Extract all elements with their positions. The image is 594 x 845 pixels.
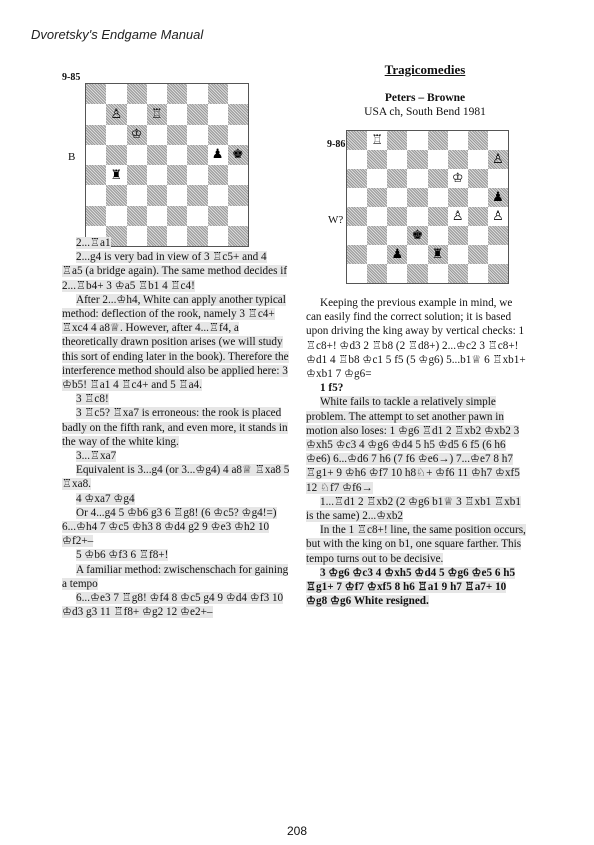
paragraph <box>62 463 290 491</box>
square-c6 <box>387 169 407 188</box>
square-e2 <box>428 245 448 264</box>
square-a7 <box>86 104 106 124</box>
paragraph <box>62 250 290 293</box>
square-f3 <box>187 185 207 205</box>
paragraph <box>62 591 290 619</box>
square-f5 <box>448 188 468 207</box>
square-c3 <box>387 226 407 245</box>
square-g6 <box>468 169 488 188</box>
paragraph-text: 1 f5? <box>320 382 344 395</box>
square-b5 <box>367 188 387 207</box>
square-c5 <box>127 145 147 165</box>
square-h8 <box>488 131 508 150</box>
square-a2 <box>86 206 106 226</box>
square-g1 <box>468 264 488 283</box>
chess-piece-h7: ♙ <box>492 152 504 167</box>
paragraph <box>306 381 528 395</box>
square-f8 <box>448 131 468 150</box>
game-players: Peters – Browne <box>384 92 466 104</box>
square-h5 <box>228 145 248 165</box>
paragraph-text: After 2...♔h4, White can apply another typical method: deflection of the rook, namely 3 ♖c4+ ♖xc4 4 a8♕. However, after 4...♖f4, a theoretically drawn position arises (we will study this sort of ending later in the book). Therefore the interference method should also be applied here: 3 ♔b5! ♖a1 4 ♖c4+ and 5 ♖a4. <box>62 293 289 392</box>
right-text-column <box>306 296 528 608</box>
square-a7 <box>347 150 367 169</box>
square-e8 <box>428 131 448 150</box>
square-h3 <box>228 185 248 205</box>
square-a1 <box>347 264 367 283</box>
square-c1 <box>387 264 407 283</box>
square-c7 <box>127 104 147 124</box>
square-c4 <box>127 165 147 185</box>
square-b7 <box>367 150 387 169</box>
square-b4 <box>106 165 126 185</box>
square-c8 <box>387 131 407 150</box>
square-f2 <box>448 245 468 264</box>
square-e6 <box>167 125 187 145</box>
square-a5 <box>86 145 106 165</box>
square-e6 <box>428 169 448 188</box>
square-f6 <box>187 125 207 145</box>
diagram1-side-to-move: B <box>68 151 76 163</box>
square-h6 <box>488 169 508 188</box>
square-a6 <box>347 169 367 188</box>
square-c6 <box>127 125 147 145</box>
square-f4 <box>448 207 468 226</box>
square-e4 <box>167 165 187 185</box>
square-a5 <box>347 188 367 207</box>
square-e5 <box>167 145 187 165</box>
square-d7 <box>407 150 427 169</box>
square-h2 <box>488 245 508 264</box>
square-f3 <box>448 226 468 245</box>
chess-piece-d7: ♖ <box>151 106 163 122</box>
paragraph <box>62 406 290 449</box>
paragraph <box>62 548 290 562</box>
running-header: Dvoretsky's Endgame Manual <box>31 27 204 42</box>
paragraph-text: 3 ♖c5? ♖xa7 is erroneous: the rook is placed badly on the fifth rank, and even more, it stands in the way of the white king. <box>62 407 288 448</box>
paragraph <box>62 449 290 463</box>
square-g8 <box>208 84 228 104</box>
square-b8 <box>367 131 387 150</box>
square-c5 <box>387 188 407 207</box>
square-h5 <box>488 188 508 207</box>
square-h1 <box>488 264 508 283</box>
square-d8 <box>147 84 167 104</box>
paragraph-text: A familiar method: zwischenschach for gaining a tempo <box>62 563 289 590</box>
square-f7 <box>187 104 207 124</box>
chess-piece-f4: ♙ <box>451 209 464 224</box>
square-h4 <box>488 207 508 226</box>
diagram2-label: 9-86 <box>327 139 346 150</box>
paragraph-text: 2...♖a1 <box>76 237 111 249</box>
paragraph-text: 3 ♖c8! <box>76 393 109 406</box>
square-d3 <box>407 226 427 245</box>
square-b1 <box>367 264 387 283</box>
square-e7 <box>167 104 187 124</box>
paragraph-text: 2...g4 is very bad in view of 3 ♖c5+ and 4 ♖a5 (a bridge again). The same method decides if 2...♖b4+ 3 ♔a5 ♖b1 4 ♖c4! <box>62 251 288 292</box>
square-f1 <box>448 264 468 283</box>
square-e7 <box>428 150 448 169</box>
square-e1 <box>428 264 448 283</box>
diagram1-label: 9-85 <box>62 72 81 83</box>
chess-piece-h5: ♚ <box>232 147 244 163</box>
square-g6 <box>208 125 228 145</box>
square-g4 <box>208 165 228 185</box>
paragraph <box>62 506 290 549</box>
paragraph <box>62 492 290 506</box>
square-h2 <box>228 206 248 226</box>
square-h6 <box>228 125 248 145</box>
chess-piece-c2: ♟ <box>391 247 404 262</box>
page-number: 208 <box>286 824 308 838</box>
square-b6 <box>106 125 126 145</box>
square-g8 <box>468 131 488 150</box>
paragraph-text: 6...♔e3 7 ♖g8! ♔f4 8 ♔c5 g4 9 ♔d4 ♔f3 10 ♔d3 g3 11 ♖f8+ ♔g2 12 ♔e2+– <box>62 592 284 619</box>
paragraph <box>306 395 528 494</box>
paragraph <box>62 236 290 250</box>
square-b8 <box>106 84 126 104</box>
paragraph <box>62 392 290 406</box>
square-c4 <box>387 207 407 226</box>
square-a3 <box>347 226 367 245</box>
square-d3 <box>147 185 167 205</box>
chess-piece-b7: ♙ <box>110 106 123 122</box>
square-d2 <box>407 245 427 264</box>
chess-piece-d3: ♚ <box>411 228 424 243</box>
paragraph-text: Equivalent is 3...g4 (or 3...♔g4) 4 a8♕ ♖xa8 5 ♖xa8. <box>62 464 290 491</box>
paragraph-text: 1...♖d1 2 ♖xb2 (2 ♔g6 b1♕ 3 ♖xb1 ♖xb1 is the same) 2...♔xb2 <box>306 495 521 523</box>
paragraph <box>62 293 290 392</box>
square-g4 <box>468 207 488 226</box>
chess-piece-h5: ♟ <box>492 190 504 205</box>
paragraph <box>306 523 528 566</box>
square-b2 <box>106 206 126 226</box>
chess-piece-b4: ♜ <box>110 167 123 183</box>
square-a2 <box>347 245 367 264</box>
paragraph-text: Or 4...g4 5 ♔b6 g3 6 ♖g8! (6 ♔c5? ♔g4!=) 6...♔h4 7 ♔c5 ♔h3 8 ♔d4 g2 9 ♔e3 ♔h2 10 ♔f2+– <box>62 506 277 548</box>
section-title: Tragicomedies <box>384 62 466 77</box>
square-a3 <box>86 185 106 205</box>
square-e2 <box>167 206 187 226</box>
square-g3 <box>208 185 228 205</box>
square-d4 <box>407 207 427 226</box>
paragraph-text: White fails to tackle a relatively simple problem. The attempt to set another pawn in motion also loses: 1 ♔g6 ♖d1 2 ♖xb2 ♔xb2 3 ♔xh5 ♔c3 4 ♔g6 ♔d4 5 h5 ♔d5 6 f5 (6 h6 ♔e6) 6...♔d6 7 h6 (7 f6 ♔e6→) 7...♔e7 8 h7 ♖g1+ 9 ♔h6 ♔f7 10 h8♘+ ♔f6 11 ♔h7 ♔xf5 12 ♘f7 ♔f6→ <box>306 396 520 494</box>
square-f2 <box>187 206 207 226</box>
square-h3 <box>488 226 508 245</box>
paragraph-text: In the 1 ♖c8+! line, the same position occurs, but with the king on b1, one square farther. This tempo turns out to be decisive. <box>306 524 526 565</box>
square-d2 <box>147 206 167 226</box>
square-c3 <box>127 185 147 205</box>
paragraph-text: Keeping the previous example in mind, we can easily find the correct solution; it is based upon driving the king away by vertical checks: 1 ♖c8+! ♔d3 2 ♖b8 (2 ♖d8+) 2...♔c2 3 ♖c8+! ♔d1 4 ♖b8 ♔c1 5 f5 (5 ♔g6) 5...b1♕ 6 ♖xb1+ ♔xb1 7 ♔g6= <box>306 297 526 381</box>
square-a8 <box>347 131 367 150</box>
chess-piece-e2: ♜ <box>431 247 444 262</box>
square-b2 <box>367 245 387 264</box>
left-text-column <box>62 236 290 619</box>
chess-piece-g5: ♟ <box>211 147 224 163</box>
paragraph-text: 4 ♔xa7 ♔g4 <box>76 492 135 505</box>
diagram2-side-to-move: W? <box>328 214 344 226</box>
square-g5 <box>468 188 488 207</box>
chess-board-9-85 <box>85 83 249 247</box>
paragraph-text: 5 ♔b6 ♔f3 6 ♖f8+! <box>76 549 169 562</box>
chess-piece-f6: ♔ <box>451 171 464 186</box>
square-f6 <box>448 169 468 188</box>
square-a4 <box>86 165 106 185</box>
chess-piece-c6: ♔ <box>130 127 143 143</box>
square-f4 <box>187 165 207 185</box>
square-b4 <box>367 207 387 226</box>
square-h7 <box>488 150 508 169</box>
square-g7 <box>468 150 488 169</box>
square-e3 <box>167 185 187 205</box>
square-f7 <box>448 150 468 169</box>
square-c2 <box>127 206 147 226</box>
chess-piece-b8: ♖ <box>371 133 384 148</box>
square-d5 <box>147 145 167 165</box>
paragraph-text: 3 ♔g6 ♔c3 4 ♔xh5 ♔d4 5 ♔g6 ♔e5 6 h5 ♖g1+ 7 ♔f7 ♔xf5 8 h6 ♖a1 9 h7 ♖a7+ 10 ♔g8 ♔g6 White resigned. <box>306 566 516 608</box>
paragraph-text: 3...♖xa7 <box>76 450 117 463</box>
square-g3 <box>468 226 488 245</box>
square-d8 <box>407 131 427 150</box>
square-d6 <box>147 125 167 145</box>
paragraph <box>306 495 528 523</box>
square-a8 <box>86 84 106 104</box>
square-c2 <box>387 245 407 264</box>
square-d4 <box>147 165 167 185</box>
square-a6 <box>86 125 106 145</box>
paragraph <box>62 563 290 591</box>
game-event: USA ch, South Bend 1981 <box>364 106 486 118</box>
square-b3 <box>367 226 387 245</box>
square-e3 <box>428 226 448 245</box>
paragraph <box>306 566 528 609</box>
square-b7 <box>106 104 126 124</box>
chess-piece-h4: ♙ <box>492 209 504 224</box>
paragraph <box>306 296 528 381</box>
square-b3 <box>106 185 126 205</box>
square-h4 <box>228 165 248 185</box>
square-c8 <box>127 84 147 104</box>
square-h8 <box>228 84 248 104</box>
square-f8 <box>187 84 207 104</box>
square-e4 <box>428 207 448 226</box>
square-b5 <box>106 145 126 165</box>
square-e8 <box>167 84 187 104</box>
square-g2 <box>468 245 488 264</box>
square-g7 <box>208 104 228 124</box>
square-e5 <box>428 188 448 207</box>
square-b6 <box>367 169 387 188</box>
square-g2 <box>208 206 228 226</box>
square-d7 <box>147 104 167 124</box>
square-d1 <box>407 264 427 283</box>
square-c7 <box>387 150 407 169</box>
square-g5 <box>208 145 228 165</box>
square-d5 <box>407 188 427 207</box>
square-f5 <box>187 145 207 165</box>
square-h7 <box>228 104 248 124</box>
square-a4 <box>347 207 367 226</box>
square-d6 <box>407 169 427 188</box>
chess-board-9-86 <box>346 130 509 284</box>
